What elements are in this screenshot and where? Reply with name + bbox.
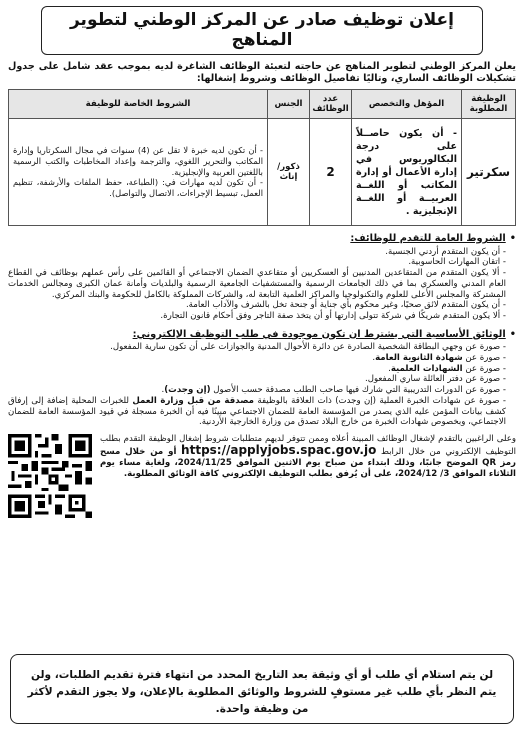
list-item: - أن يكون المتقدم أردني الجنسية. [385, 246, 506, 257]
intro-paragraph: يعلن المركز الوطني لتطوير المناهج عن حاجته لتعبئة الوظائف الشاغرة لديه بموجب عقد شامل على جدول تشكيلات الوظائف الساري، وتاليًا تفاصيل الوظائف وشروط إشغالها: [8, 61, 516, 84]
list-item: - صورة عن الدورات التدريبية التي شارك فيها صاحب الطلب مصدقة حسب الأصول (إن وجدت). [161, 385, 506, 396]
general-conditions-heading: •الشروط العامة للتقدم للوظائف: [350, 233, 516, 244]
required-documents-heading: •الوثائق الأساسية التي يشترط ان تكون موجودة في طلب التوظيف الإلكتروني: [132, 328, 516, 340]
required-documents-section [8, 330, 516, 428]
list-item: - أن يكون المتقدم لائق صحيًا، وغير محكوم بأي جناية أو جنحة تخل بالشرف والآداب العامة. [185, 300, 506, 311]
bullet-icon: • [509, 328, 516, 340]
list-item: - صورة عن شهادة الثانوية العامة. [372, 353, 506, 364]
qr-code-icon[interactable] [8, 434, 92, 518]
jobs-table [8, 89, 516, 226]
job-title-cell: سكرتير [462, 119, 516, 226]
count-cell: 2 [310, 119, 352, 226]
footer-notice: لن يتم استلام أي طلب أو أي وثيقة بعد التاريخ المحدد من انتهاء فترة تقديم الطلبات، ولن يتم النظر بأي طلب غير مستوفٍ للشروط والوثائق المطلوبة بالإعلان، ولا يجوز التقدم لأكثر من وظيفة واحدة. [10, 654, 514, 724]
header-count: عدد الوظائف [310, 90, 352, 119]
table-header-row [9, 90, 516, 119]
apply-link[interactable]: https://applyjobs.spac.gov.jo [181, 442, 377, 457]
header-qualification: المؤهل والتخصص [352, 90, 462, 119]
announcement-title: إعلان توظيف صادر عن المركز الوطني لتطوير المناهج [41, 6, 483, 55]
list-item: - صورة عن دفتر العائلة ساري المفعول. [364, 374, 506, 385]
list-item: - صورة عن وجهي البطاقة الشخصية الصادرة عن دائرة الأحوال المدنية والجوازات على أن تكون سارية المفعول. [110, 342, 506, 353]
bullet-icon: • [509, 233, 516, 244]
gender-cell: ذكور/ إناث [268, 119, 310, 226]
list-item: - صورة عن شهادات الخبرة العملية (إن وجدت) ذات العلاقة بالوظيفة مصدقة من قبل وزارة العمل للخبرات المحلية إضافة إلى إرفاق كشف بيانات المؤمن عليه الذي يصدر من المؤسسة العامة للضمان الاجتماعي مبينًا فيه أن الخبرة مسجلة في قيود المؤسسة العامة للضمان الاجتماعي، وبخصوص شهادات الخبرة من خارج البلاد تصدق من وزارة الخارجية الأردنية. [8, 395, 506, 428]
application-section [8, 434, 516, 480]
header-gender: الجنس [268, 90, 310, 119]
table-row [9, 119, 516, 226]
application-text: وعلى الراغبين بالتقدم لإشغال الوظائف المبينة أعلاه وممن تتوفر لديهم متطلبات شروط إشغال الوظيفة التقدم بطلب التوظيف الإلكتروني من خلال الرابط https://applyjobs.spac.gov.jo أو من خلال مسح رمز QR الموضح جانبًا، وذلك ابتداء من صباح يوم الاثنين الموافق 2024/11/25، ولغاية مساء يوم الثلاثاء الموافق 3/ 2024/12، على أن يُرفق بطلب التوظيف الإلكتروني كافة الوثائق المطلوبة. [100, 433, 516, 479]
general-conditions-section [8, 234, 516, 322]
header-job: الوظيفة المطلوبة [462, 90, 516, 119]
list-item: - ألا يكون المتقدم من المتقاعدين المدنيين أو العسكريين أو متقاعدي الضمان الاجتماعي أو القائمين على رأس عملهم بوظائف في القطاع العام المدني والعسكري بما في ذلك الجامعات الرسمية والمستشفيات الجامعية الرسمية والبلديات وأمانة عمان الكبرى ومجالس الخدمات المشتركة والمجلس الأعلى للعلوم والتكنولوجيا والمراكز العلمية التابعة له، والشركات المملوكة بالكامل للحكومة والبنك المركزي. [8, 268, 506, 300]
conditions-cell: - أن تكون لديه خبرة لا تقل عن (4) سنوات في مجال السكرتاريا وإدارة المكاتب والتحرير اللغوي، والترجمة وإعداد المخاطبات والكتب الرسمية باللغتين العربية والإنجليزية. - أن تكون لديه مهارات في: (الطباعة، حفظ الملفات والأرشفة، تنظيم العمل، تبسيط الإجراءات، الاتصال والتواصل). [9, 119, 268, 226]
list-item: - ألا يكون المتقدم شريكًا في شركة تتولى إدارتها أو أن يتخذ صفة التاجر وفق أحكام قانون التجارة. [160, 310, 506, 321]
list-item: - صورة عن الشهادات العلمية. [388, 363, 506, 374]
header-conditions: الشروط الخاصة للوظيفة [9, 90, 268, 119]
qualification-cell: - أن يكون حاصــلاً على درجة البكالوريوس في إدارة الأعمال أو إدارة المكاتب أو اللغــة العربيــة أو اللغــة الإنجليزية . [352, 119, 462, 226]
list-item: - اتقان المهارات الحاسوبية. [408, 257, 506, 268]
